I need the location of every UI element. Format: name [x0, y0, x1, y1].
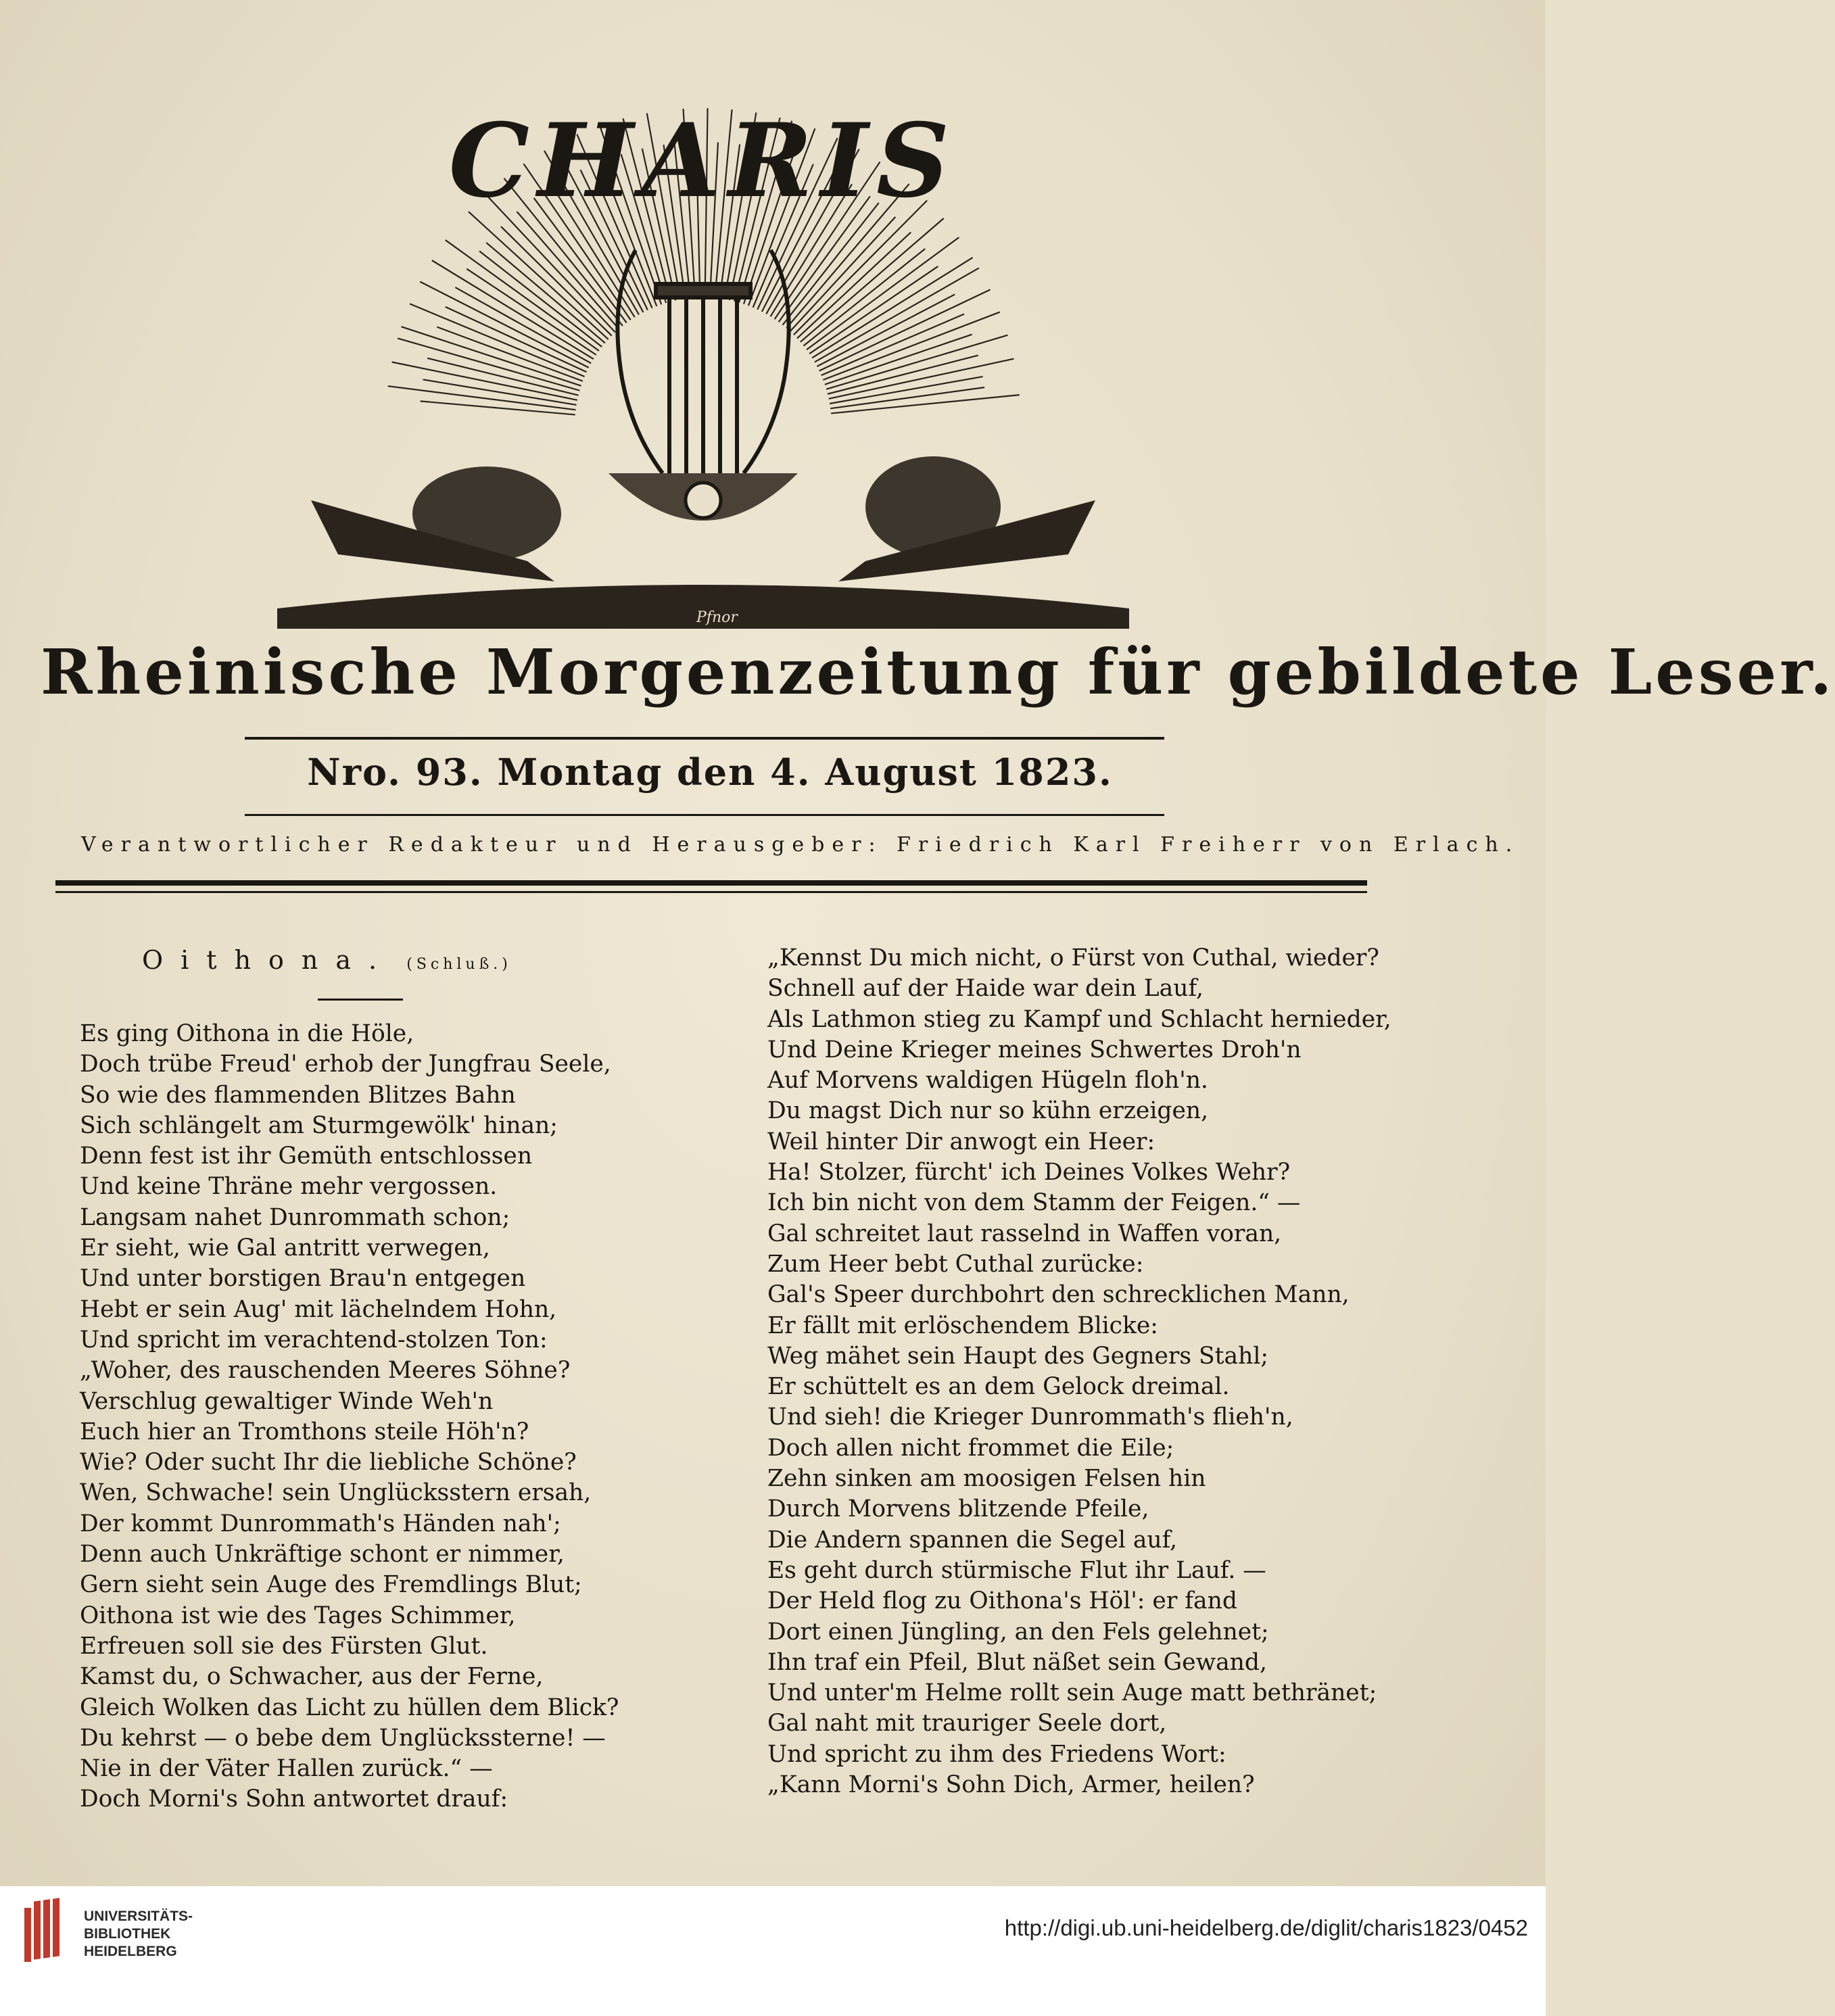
- poem-line: Wen, Schwache! sein Unglücksstern ersah,: [80, 1479, 592, 1507]
- poem-line: Oithona ist wie des Tages Schimmer,: [80, 1602, 516, 1629]
- sunburst-ray: [794, 201, 927, 335]
- poem-line: Du kehrst — o bebe dem Unglückssterne! —: [80, 1724, 606, 1752]
- poem-line: Der Held flog zu Oithona's Höl': er fand: [767, 1587, 1237, 1615]
- poem-line: Gal's Speer durchbohrt den schrecklichen Mann,: [767, 1281, 1350, 1309]
- sunburst-ray: [469, 212, 609, 339]
- sunburst-ray: [815, 268, 979, 362]
- poem-line: Du magst Dich nur so kühn erzeigen,: [767, 1097, 1209, 1125]
- poem-line: Ha! Stolzer, fürcht' ich Deines Volkes Wehr?: [767, 1159, 1291, 1186]
- poem-line: „Woher, des rauschenden Meeres Söhne?: [80, 1357, 571, 1385]
- poem-title-rule: [318, 999, 403, 1001]
- poem-subtitle: (Schluß.): [406, 956, 512, 973]
- poem-line: So wie des flammenden Blitzes Bahn: [80, 1081, 516, 1109]
- sunburst-ray: [801, 218, 944, 342]
- poem-line: Und spricht im verachtend-stolzen Ton:: [80, 1326, 548, 1353]
- poem-line: Denn auch Unkräftige schont er nimmer,: [80, 1541, 565, 1568]
- poem-line: Ihn traf ein Pfeil, Blut näßet sein Gewand,: [767, 1648, 1267, 1676]
- poem-line: Auf Morvens waldigen Hügeln floh'n.: [767, 1067, 1208, 1095]
- poem-line: Kamst du, o Schwacher, aus der Ferne,: [80, 1663, 544, 1691]
- source-url-link[interactable]: http://digi.ub.uni-heidelberg.de/diglit/charis1823/0452: [1004, 1915, 1528, 1940]
- poem-line: Durch Morvens blitzende Pfeile,: [767, 1495, 1149, 1523]
- poem-line: Es geht durch stürmische Flut ihr Lauf. —: [767, 1556, 1266, 1584]
- divider-rule: [55, 880, 1367, 886]
- poem-line: Und sieh! die Krieger Dunrommath's flieh'n,: [767, 1403, 1293, 1431]
- poem-line: Er sieht, wie Gal antritt verwegen,: [80, 1234, 490, 1262]
- sunburst-ray: [421, 401, 575, 414]
- poem-line: Sich schlängelt am Sturmgewölk' hinan;: [80, 1111, 558, 1139]
- poem-line: Dort einen Jüngling, an den Fels gelehnet;: [767, 1618, 1269, 1646]
- svg-text:Pfnor: Pfnor: [696, 609, 738, 626]
- poem-line: Denn fest ist ihr Gemüth entschlossen: [80, 1143, 533, 1170]
- university-library-logo-icon: [18, 1901, 72, 1966]
- poem-line: Gal schreitet laut rasselnd in Waffen voran,: [767, 1220, 1282, 1247]
- poem-line: Wie? Oder sucht Ihr die liebliche Schöne?: [80, 1449, 577, 1477]
- poem-line: Und spricht zu ihm des Friedens Wort:: [767, 1740, 1226, 1768]
- poem-line: Zehn sinken am moosigen Felsen hin: [767, 1465, 1206, 1493]
- poem-line: Doch allen nicht frommet die Eile;: [767, 1434, 1174, 1462]
- left-column: [80, 1019, 688, 1815]
- sunburst-ray: [410, 304, 584, 377]
- divider-rule: [245, 737, 1164, 740]
- poem-line: Weil hinter Dir anwogt ein Heer:: [767, 1128, 1155, 1155]
- poem-line: Verschlug gewaltiger Winde Weh'n: [80, 1387, 494, 1415]
- poem-heading: [142, 945, 615, 986]
- lyre-sunburst-engraving: [257, 95, 1149, 629]
- poem-line: „Kennst Du mich nicht, o Fürst von Cuthal, wieder?: [767, 944, 1379, 971]
- poem-line: Gleich Wolken das Licht zu hüllen dem Blick?: [80, 1694, 619, 1721]
- poem-line: Gern sieht sein Auge des Fremdlings Blut;: [80, 1571, 582, 1599]
- poem-line: Weg mähet sein Haupt des Gegners Stahl;: [767, 1342, 1268, 1370]
- poem-line: Zum Heer bebt Cuthal zurücke:: [767, 1250, 1144, 1278]
- poem-line: Erfreuen soll sie des Fürsten Glut.: [80, 1632, 488, 1660]
- poem-line: Euch hier an Tromthons steile Höh'n?: [80, 1418, 529, 1445]
- divider-rule: [245, 814, 1164, 816]
- poem-line: Schnell auf der Haide war dein Lauf,: [767, 975, 1204, 1003]
- sunburst-ray: [828, 356, 978, 394]
- sunburst-ray: [829, 359, 1014, 399]
- poem-line: Und Deine Krieger meines Schwertes Droh'n: [767, 1036, 1302, 1063]
- poem-line: Es ging Oithona in die Höle,: [80, 1020, 414, 1047]
- sunburst-ray: [446, 307, 587, 372]
- poem-line: Als Lathmon stieg zu Kampf und Schlacht hernieder,: [767, 1005, 1391, 1033]
- right-column: [767, 943, 1471, 1800]
- svg-text:CHARIS: CHARIS: [448, 101, 958, 220]
- poem-line: Doch trübe Freud' erhob der Jungfrau Seele,: [80, 1051, 611, 1078]
- poem-line: Nie in der Väter Hallen zurück.“ —: [80, 1755, 493, 1783]
- poem-line: Er schüttelt es an dem Gelock dreimal.: [767, 1373, 1230, 1401]
- university-library-name: UNIVERSITÄTS- BIBLIOTHEK HEIDELBERG: [84, 1909, 193, 1959]
- poem-line: Er fällt mit erlöschendem Blicke:: [767, 1312, 1158, 1339]
- poem-line: Und unter'm Helme rollt sein Auge matt bethränet;: [767, 1679, 1377, 1707]
- newspaper-title: Rheinische Morgenzeitung für gebildete Leser.: [41, 635, 1835, 709]
- poem-line: Hebt er sein Aug' mit lächelndem Hohn,: [80, 1295, 557, 1323]
- editor-credit: Verantwortlicher Redakteur und Herausgeber: Friedrich Karl Freiherr von Erlach.: [81, 833, 1520, 857]
- poem-line: „Kann Morni's Sohn Dich, Armer, heilen?: [767, 1771, 1255, 1799]
- poem-line: Und unter borstigen Brau'n entgegen: [80, 1265, 526, 1293]
- poem-line: Ich bin nicht von dem Stamm der Feigen.“ —: [767, 1189, 1301, 1217]
- poem-line: Der kommt Dunrommath's Händen nah';: [80, 1510, 561, 1537]
- poem-line: Die Andern spannen die Segel auf,: [767, 1526, 1178, 1554]
- poem-line: Langsam nahet Dunrommath schon;: [80, 1203, 510, 1231]
- poem-line: Gal naht mit trauriger Seele dort,: [767, 1710, 1167, 1737]
- poem-title: Oithona.: [142, 945, 395, 975]
- issue-date-line: Nro. 93. Montag den 4. August 1823.: [307, 750, 1113, 794]
- masthead-illustration: [257, 95, 1149, 629]
- sunburst-ray: [392, 362, 577, 400]
- divider-rule: [55, 891, 1367, 893]
- poem-line: Doch Morni's Sohn antwortet drauf:: [80, 1785, 508, 1813]
- poem-line: Und keine Thräne mehr vergossen.: [80, 1173, 498, 1201]
